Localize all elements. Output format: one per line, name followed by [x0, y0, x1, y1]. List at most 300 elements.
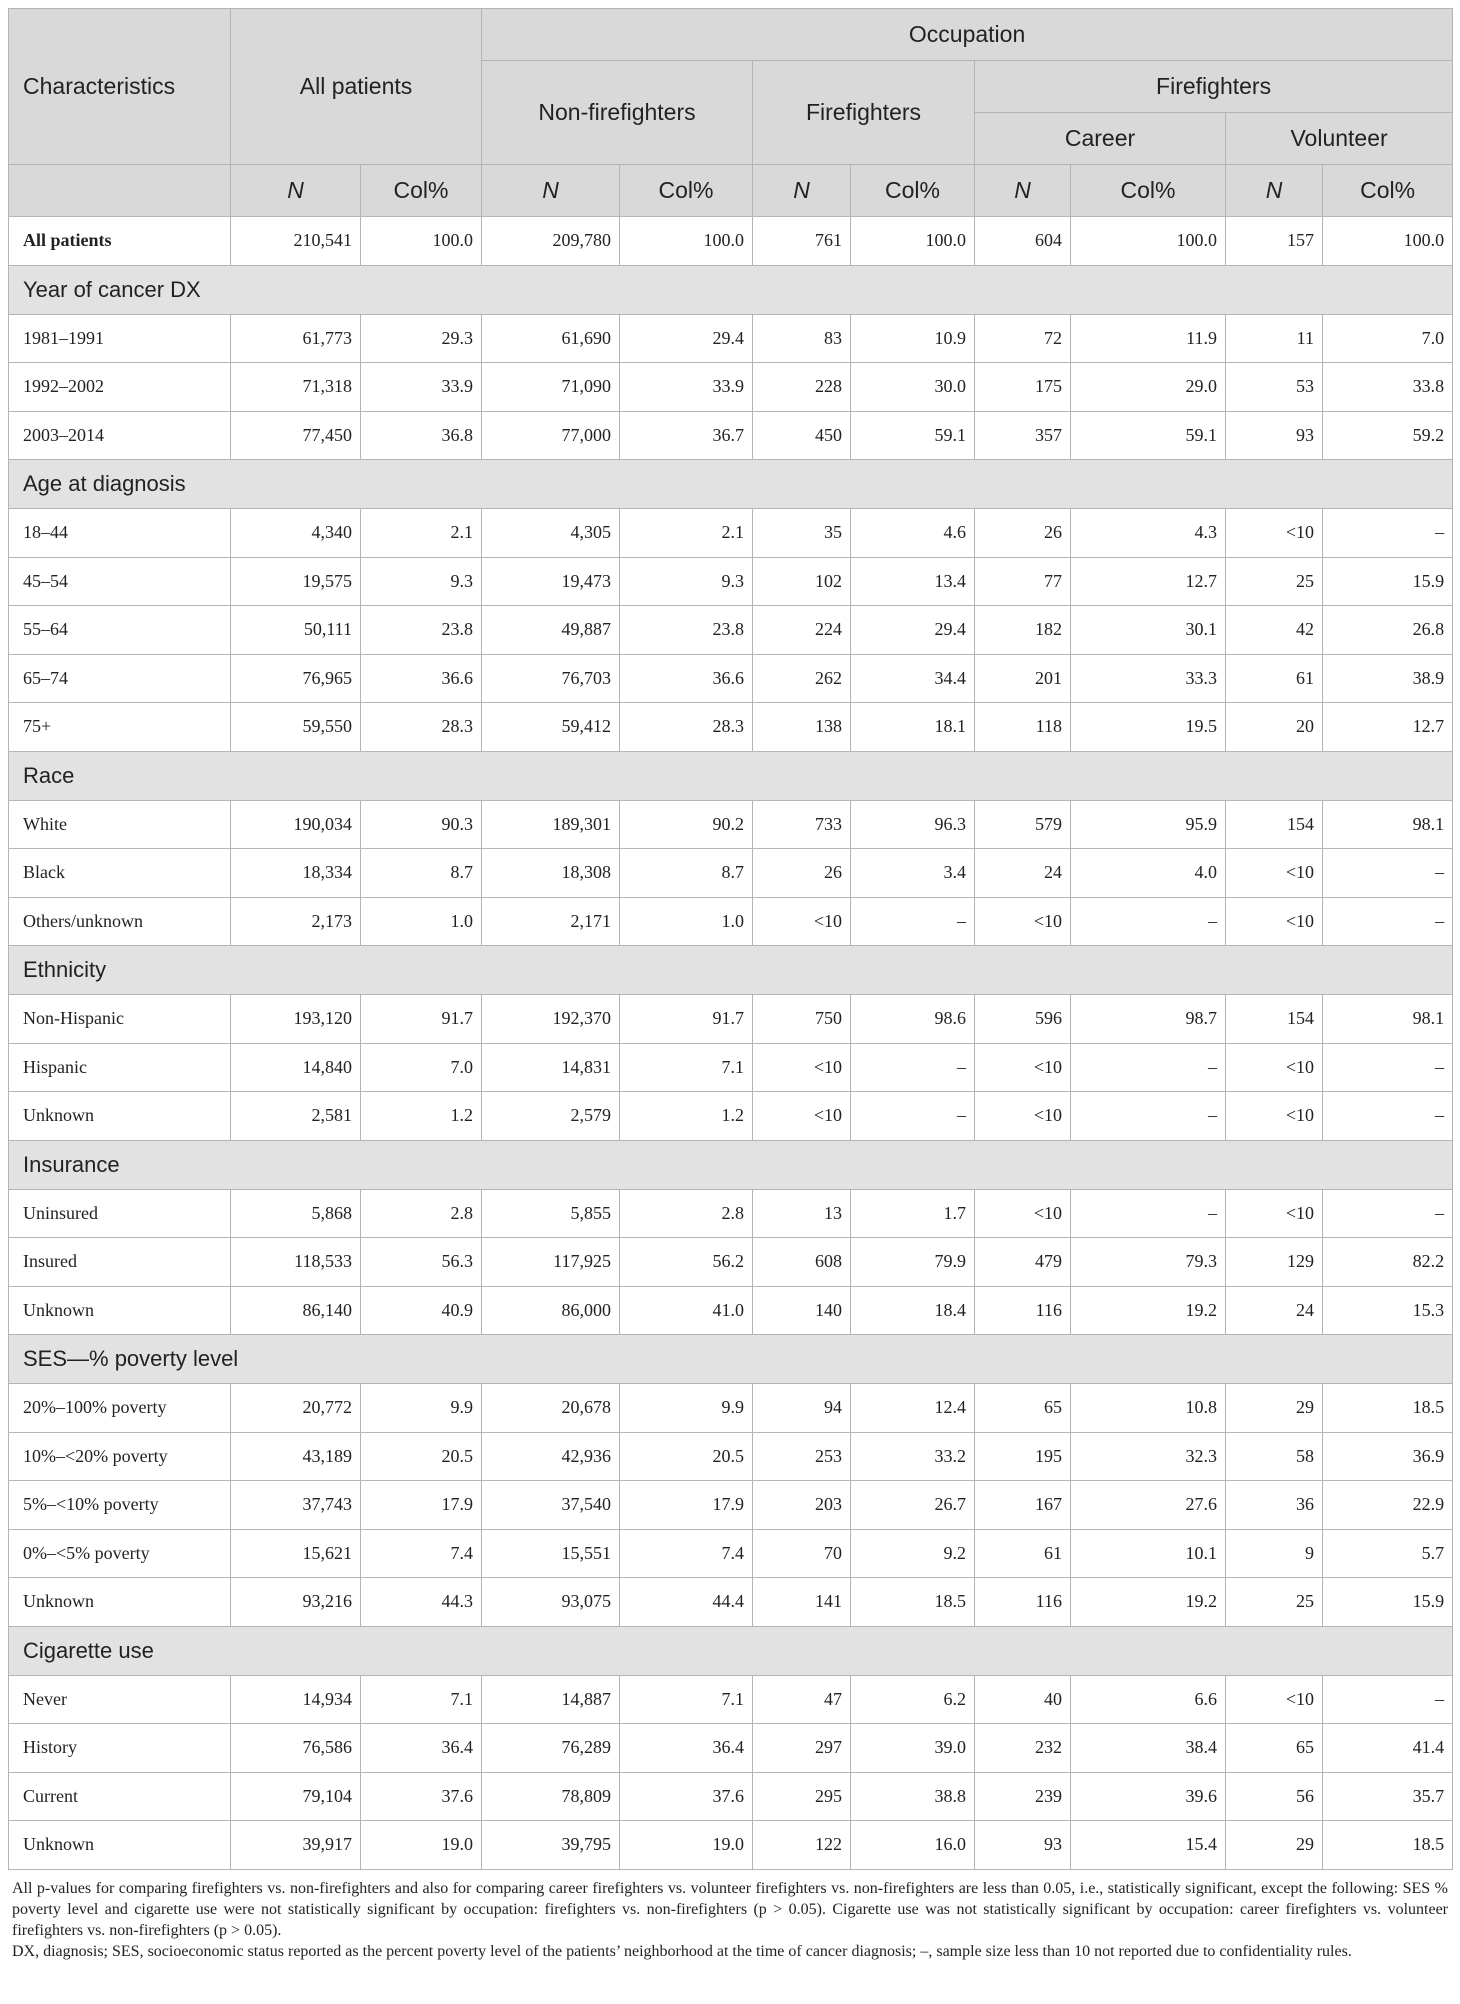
cell-col-pct: 79.9 [851, 1238, 975, 1287]
cell-n: 76,965 [231, 654, 361, 703]
row-label: Black [9, 849, 231, 898]
cell-n: 43,189 [231, 1432, 361, 1481]
table-row [9, 995, 1453, 1044]
cell-n: 118 [975, 703, 1071, 752]
table-row [9, 703, 1453, 752]
cell-col-pct: – [1323, 1092, 1453, 1141]
cell-col-pct: – [1323, 897, 1453, 946]
cell-col-pct: 59.1 [1071, 411, 1226, 460]
cell-n: <10 [753, 1092, 851, 1141]
cell-n: 76,289 [482, 1724, 620, 1773]
cell-col-pct: 7.1 [620, 1043, 753, 1092]
cell-col-pct: 18.5 [1323, 1821, 1453, 1870]
cell-n: 182 [975, 606, 1071, 655]
row-label: History [9, 1724, 231, 1773]
cell-n: 76,586 [231, 1724, 361, 1773]
cell-col-pct: 7.1 [361, 1675, 482, 1724]
cell-n: 141 [753, 1578, 851, 1627]
cell-n: 71,318 [231, 363, 361, 412]
section-header-row [9, 751, 1453, 800]
table-row [9, 606, 1453, 655]
cell-n: 295 [753, 1772, 851, 1821]
cell-n: 13 [753, 1189, 851, 1238]
table-row [9, 217, 1453, 266]
cell-col-pct: 100.0 [851, 217, 975, 266]
cell-col-pct: 1.7 [851, 1189, 975, 1238]
cell-col-pct: 7.4 [361, 1529, 482, 1578]
table-row [9, 1529, 1453, 1578]
cell-col-pct: 39.6 [1071, 1772, 1226, 1821]
cell-n: 9 [1226, 1529, 1323, 1578]
cell-n: 190,034 [231, 800, 361, 849]
cell-col-pct: 18.5 [851, 1578, 975, 1627]
cell-col-pct: 22.9 [1323, 1481, 1453, 1530]
cell-col-pct: – [1071, 1043, 1226, 1092]
cell-col-pct: 1.2 [361, 1092, 482, 1141]
cell-n: 157 [1226, 217, 1323, 266]
cell-n: 39,917 [231, 1821, 361, 1870]
cell-col-pct: 82.2 [1323, 1238, 1453, 1287]
header-n: N [975, 165, 1071, 217]
row-label: Unknown [9, 1821, 231, 1870]
cell-col-pct: 98.1 [1323, 995, 1453, 1044]
table-row [9, 411, 1453, 460]
section-header-row [9, 1335, 1453, 1384]
cell-n: 154 [1226, 995, 1323, 1044]
cell-col-pct: 19.0 [361, 1821, 482, 1870]
cell-n: 19,473 [482, 557, 620, 606]
cell-n: <10 [1226, 1043, 1323, 1092]
cell-col-pct: 15.3 [1323, 1286, 1453, 1335]
cell-col-pct: 23.8 [361, 606, 482, 655]
cell-col-pct: 100.0 [361, 217, 482, 266]
cell-col-pct: 9.9 [620, 1384, 753, 1433]
cell-n: <10 [1226, 1189, 1323, 1238]
header-col-pct: Col% [361, 165, 482, 217]
cell-col-pct: 35.7 [1323, 1772, 1453, 1821]
cell-n: 116 [975, 1578, 1071, 1627]
header-n: N [482, 165, 620, 217]
cell-col-pct: – [1323, 509, 1453, 558]
cell-col-pct: 23.8 [620, 606, 753, 655]
cell-col-pct: 44.3 [361, 1578, 482, 1627]
cell-col-pct: 8.7 [620, 849, 753, 898]
cell-col-pct: 26.8 [1323, 606, 1453, 655]
row-label: 65–74 [9, 654, 231, 703]
cell-col-pct: – [1323, 849, 1453, 898]
cell-n: 15,551 [482, 1529, 620, 1578]
cell-col-pct: 36.6 [361, 654, 482, 703]
cell-n: 2,579 [482, 1092, 620, 1141]
table-footnotes [8, 1878, 1452, 1962]
table-row [9, 849, 1453, 898]
cell-n: 228 [753, 363, 851, 412]
cell-n: 297 [753, 1724, 851, 1773]
cell-col-pct: – [851, 897, 975, 946]
table-row [9, 800, 1453, 849]
table-container [8, 8, 1452, 1962]
cell-n: 78,809 [482, 1772, 620, 1821]
cell-col-pct: 79.3 [1071, 1238, 1226, 1287]
cell-n: 239 [975, 1772, 1071, 1821]
cell-col-pct: 18.1 [851, 703, 975, 752]
cell-n: 604 [975, 217, 1071, 266]
cell-n: 20,678 [482, 1384, 620, 1433]
cell-n: <10 [753, 897, 851, 946]
table-body [9, 217, 1453, 1870]
cell-n: 203 [753, 1481, 851, 1530]
cell-n: <10 [1226, 897, 1323, 946]
cell-n: 15,621 [231, 1529, 361, 1578]
table-row [9, 1481, 1453, 1530]
cell-n: 479 [975, 1238, 1071, 1287]
cell-col-pct: 17.9 [361, 1481, 482, 1530]
cell-n: 579 [975, 800, 1071, 849]
cell-col-pct: 44.4 [620, 1578, 753, 1627]
cell-n: 209,780 [482, 217, 620, 266]
cell-col-pct: 36.7 [620, 411, 753, 460]
cell-n: 14,831 [482, 1043, 620, 1092]
cell-n: 138 [753, 703, 851, 752]
cell-n: 14,840 [231, 1043, 361, 1092]
cell-n: 2,581 [231, 1092, 361, 1141]
cell-n: <10 [753, 1043, 851, 1092]
cell-n: 65 [1226, 1724, 1323, 1773]
cell-n: 5,868 [231, 1189, 361, 1238]
header-firefighters-subgroup: Firefighters [975, 61, 1453, 113]
cell-col-pct: 19.2 [1071, 1286, 1226, 1335]
cell-col-pct: 27.6 [1071, 1481, 1226, 1530]
cell-n: 18,308 [482, 849, 620, 898]
cell-n: 61,690 [482, 314, 620, 363]
cell-n: 20 [1226, 703, 1323, 752]
header-characteristics: Characteristics [9, 9, 231, 165]
cell-col-pct: 13.4 [851, 557, 975, 606]
cell-col-pct: 10.1 [1071, 1529, 1226, 1578]
cell-n: 53 [1226, 363, 1323, 412]
cell-n: 49,887 [482, 606, 620, 655]
cell-n: 93 [975, 1821, 1071, 1870]
cell-col-pct: 9.3 [361, 557, 482, 606]
cell-n: 29 [1226, 1821, 1323, 1870]
cell-col-pct: 11.9 [1071, 314, 1226, 363]
cell-n: 61,773 [231, 314, 361, 363]
cell-col-pct: 36.4 [361, 1724, 482, 1773]
footnote-pvalues: All p-values for comparing firefighters vs. non-firefighters and also for comparing career firefighters vs. volunteer firefighters vs. non-firefighters are less than 0.05, i.e., statistically significant, except the following: SES % poverty level and cigarette use were not statistically significant by occupation: firefighters vs. non-firefighters (p > 0.05). Cigarette use was not statistically significant by occupation: career firefighters vs. volunteer firefighters vs. non-firefighters (p > 0.05). [12, 1879, 1448, 1939]
cell-n: 77,000 [482, 411, 620, 460]
cell-n: 193,120 [231, 995, 361, 1044]
cell-col-pct: 30.0 [851, 363, 975, 412]
section-label: SES—% poverty level [9, 1335, 1453, 1384]
cell-n: 26 [975, 509, 1071, 558]
cell-n: <10 [975, 1043, 1071, 1092]
cell-col-pct: 2.8 [361, 1189, 482, 1238]
cell-n: 24 [1226, 1286, 1323, 1335]
cell-n: 65 [975, 1384, 1071, 1433]
table-row [9, 1238, 1453, 1287]
cell-n: 608 [753, 1238, 851, 1287]
table-header [9, 9, 1453, 217]
cell-col-pct: 15.9 [1323, 1578, 1453, 1627]
cell-n: 94 [753, 1384, 851, 1433]
cell-col-pct: 29.3 [361, 314, 482, 363]
row-label: 20%–100% poverty [9, 1384, 231, 1433]
cell-n: 86,140 [231, 1286, 361, 1335]
cell-col-pct: 20.5 [361, 1432, 482, 1481]
cell-n: 116 [975, 1286, 1071, 1335]
cell-col-pct: 33.8 [1323, 363, 1453, 412]
cell-col-pct: 91.7 [620, 995, 753, 1044]
table-row [9, 1432, 1453, 1481]
cell-col-pct: 12.7 [1071, 557, 1226, 606]
cell-n: 26 [753, 849, 851, 898]
cell-col-pct: 40.9 [361, 1286, 482, 1335]
row-label: Uninsured [9, 1189, 231, 1238]
row-label: 75+ [9, 703, 231, 752]
cell-n: 2,171 [482, 897, 620, 946]
cell-col-pct: 98.7 [1071, 995, 1226, 1044]
cell-n: 93,075 [482, 1578, 620, 1627]
cell-col-pct: 20.5 [620, 1432, 753, 1481]
cell-col-pct: 4.3 [1071, 509, 1226, 558]
section-header-row [9, 946, 1453, 995]
cell-n: <10 [975, 897, 1071, 946]
cell-n: 72 [975, 314, 1071, 363]
cell-col-pct: 100.0 [1071, 217, 1226, 266]
section-label: Cigarette use [9, 1626, 1453, 1675]
cell-col-pct: 29.4 [620, 314, 753, 363]
cell-col-pct: 2.1 [620, 509, 753, 558]
cell-col-pct: 36.8 [361, 411, 482, 460]
row-label: Unknown [9, 1578, 231, 1627]
header-col-pct: Col% [620, 165, 753, 217]
cell-n: 47 [753, 1675, 851, 1724]
cell-col-pct: 90.3 [361, 800, 482, 849]
cell-col-pct: 33.9 [361, 363, 482, 412]
cell-col-pct: 29.0 [1071, 363, 1226, 412]
header-firefighters: Firefighters [753, 61, 975, 165]
cell-n: 50,111 [231, 606, 361, 655]
row-label: 10%–<20% poverty [9, 1432, 231, 1481]
cell-n: 39,795 [482, 1821, 620, 1870]
cell-col-pct: 1.0 [361, 897, 482, 946]
table-row [9, 897, 1453, 946]
cell-n: 59,550 [231, 703, 361, 752]
header-col-pct: Col% [851, 165, 975, 217]
table-row [9, 1189, 1453, 1238]
cell-col-pct: 18.4 [851, 1286, 975, 1335]
cell-n: 189,301 [482, 800, 620, 849]
cell-n: 154 [1226, 800, 1323, 849]
header-empty [9, 165, 231, 217]
cell-col-pct: – [1323, 1189, 1453, 1238]
cell-n: 77,450 [231, 411, 361, 460]
cell-col-pct: 28.3 [620, 703, 753, 752]
cell-col-pct: 19.0 [620, 1821, 753, 1870]
cell-col-pct: 19.5 [1071, 703, 1226, 752]
cell-n: 232 [975, 1724, 1071, 1773]
cell-col-pct: 12.7 [1323, 703, 1453, 752]
cell-col-pct: 100.0 [1323, 217, 1453, 266]
cell-n: 71,090 [482, 363, 620, 412]
cell-col-pct: – [1071, 1189, 1226, 1238]
cell-n: 20,772 [231, 1384, 361, 1433]
cell-col-pct: 28.3 [361, 703, 482, 752]
table-row [9, 654, 1453, 703]
row-label: 1992–2002 [9, 363, 231, 412]
cell-col-pct: 18.5 [1323, 1384, 1453, 1433]
section-label: Age at diagnosis [9, 460, 1453, 509]
cell-col-pct: 38.9 [1323, 654, 1453, 703]
table-row [9, 1092, 1453, 1141]
section-label: Insurance [9, 1140, 1453, 1189]
header-career: Career [975, 113, 1226, 165]
cell-col-pct: 33.9 [620, 363, 753, 412]
characteristics-table [8, 8, 1453, 1870]
header-non-firefighters: Non-firefighters [482, 61, 753, 165]
cell-n: 11 [1226, 314, 1323, 363]
header-n: N [1226, 165, 1323, 217]
cell-col-pct: – [851, 1043, 975, 1092]
cell-col-pct: 9.9 [361, 1384, 482, 1433]
cell-col-pct: 41.0 [620, 1286, 753, 1335]
cell-col-pct: 4.6 [851, 509, 975, 558]
row-label: Unknown [9, 1286, 231, 1335]
cell-col-pct: 98.6 [851, 995, 975, 1044]
cell-n: 59,412 [482, 703, 620, 752]
row-label: 5%–<10% poverty [9, 1481, 231, 1530]
section-label: Year of cancer DX [9, 265, 1453, 314]
cell-col-pct: 41.4 [1323, 1724, 1453, 1773]
cell-n: 18,334 [231, 849, 361, 898]
cell-col-pct: 34.4 [851, 654, 975, 703]
header-col-pct: Col% [1323, 165, 1453, 217]
cell-n: 201 [975, 654, 1071, 703]
cell-col-pct: 90.2 [620, 800, 753, 849]
row-label: 18–44 [9, 509, 231, 558]
cell-n: 733 [753, 800, 851, 849]
cell-n: 262 [753, 654, 851, 703]
cell-col-pct: 33.3 [1071, 654, 1226, 703]
cell-col-pct: 32.3 [1071, 1432, 1226, 1481]
cell-col-pct: 5.7 [1323, 1529, 1453, 1578]
cell-n: 42,936 [482, 1432, 620, 1481]
cell-n: 37,540 [482, 1481, 620, 1530]
cell-col-pct: 1.0 [620, 897, 753, 946]
cell-n: 86,000 [482, 1286, 620, 1335]
cell-n: 93,216 [231, 1578, 361, 1627]
row-label: Non-Hispanic [9, 995, 231, 1044]
cell-n: 129 [1226, 1238, 1323, 1287]
table-row [9, 314, 1453, 363]
cell-n: 596 [975, 995, 1071, 1044]
cell-col-pct: 19.2 [1071, 1578, 1226, 1627]
cell-n: <10 [1226, 509, 1323, 558]
cell-n: 224 [753, 606, 851, 655]
cell-n: <10 [975, 1189, 1071, 1238]
cell-col-pct: 7.4 [620, 1529, 753, 1578]
cell-n: 61 [975, 1529, 1071, 1578]
table-row [9, 1043, 1453, 1092]
header-units-row [9, 165, 1453, 217]
cell-col-pct: 38.8 [851, 1772, 975, 1821]
cell-col-pct: 30.1 [1071, 606, 1226, 655]
header-n: N [753, 165, 851, 217]
cell-n: 24 [975, 849, 1071, 898]
cell-n: 117,925 [482, 1238, 620, 1287]
cell-n: 76,703 [482, 654, 620, 703]
table-row [9, 509, 1453, 558]
cell-col-pct: 7.1 [620, 1675, 753, 1724]
cell-n: 58 [1226, 1432, 1323, 1481]
cell-n: 192,370 [482, 995, 620, 1044]
cell-n: 83 [753, 314, 851, 363]
header-col-pct: Col% [1071, 165, 1226, 217]
header-all-patients: All patients [231, 9, 482, 165]
cell-col-pct: 2.8 [620, 1189, 753, 1238]
cell-n: 253 [753, 1432, 851, 1481]
row-label: 45–54 [9, 557, 231, 606]
cell-n: 77 [975, 557, 1071, 606]
cell-n: 40 [975, 1675, 1071, 1724]
section-header-row [9, 460, 1453, 509]
cell-n: 210,541 [231, 217, 361, 266]
section-header-row [9, 1626, 1453, 1675]
cell-col-pct: 7.0 [1323, 314, 1453, 363]
cell-col-pct: 37.6 [361, 1772, 482, 1821]
cell-col-pct: 7.0 [361, 1043, 482, 1092]
cell-col-pct: 95.9 [1071, 800, 1226, 849]
cell-n: <10 [1226, 1675, 1323, 1724]
cell-n: 14,934 [231, 1675, 361, 1724]
cell-col-pct: 6.6 [1071, 1675, 1226, 1724]
row-label: Others/unknown [9, 897, 231, 946]
cell-n: 118,533 [231, 1238, 361, 1287]
cell-n: 102 [753, 557, 851, 606]
section-header-row [9, 265, 1453, 314]
cell-col-pct: 8.7 [361, 849, 482, 898]
cell-n: 36 [1226, 1481, 1323, 1530]
cell-col-pct: 36.9 [1323, 1432, 1453, 1481]
table-row [9, 557, 1453, 606]
cell-col-pct: 91.7 [361, 995, 482, 1044]
cell-col-pct: 36.6 [620, 654, 753, 703]
cell-n: 195 [975, 1432, 1071, 1481]
cell-n: 2,173 [231, 897, 361, 946]
row-label: Never [9, 1675, 231, 1724]
cell-n: 93 [1226, 411, 1323, 460]
cell-col-pct: 59.1 [851, 411, 975, 460]
cell-n: 5,855 [482, 1189, 620, 1238]
table-row [9, 1286, 1453, 1335]
cell-col-pct: 33.2 [851, 1432, 975, 1481]
header-occupation: Occupation [482, 9, 1453, 61]
cell-n: 61 [1226, 654, 1323, 703]
cell-col-pct: 10.9 [851, 314, 975, 363]
cell-n: 19,575 [231, 557, 361, 606]
cell-n: 29 [1226, 1384, 1323, 1433]
cell-col-pct: 59.2 [1323, 411, 1453, 460]
table-row [9, 1675, 1453, 1724]
cell-col-pct: – [1323, 1043, 1453, 1092]
cell-n: 56 [1226, 1772, 1323, 1821]
cell-col-pct: 16.0 [851, 1821, 975, 1870]
cell-n: 37,743 [231, 1481, 361, 1530]
cell-n: 357 [975, 411, 1071, 460]
cell-col-pct: 6.2 [851, 1675, 975, 1724]
row-label: Unknown [9, 1092, 231, 1141]
cell-n: 79,104 [231, 1772, 361, 1821]
